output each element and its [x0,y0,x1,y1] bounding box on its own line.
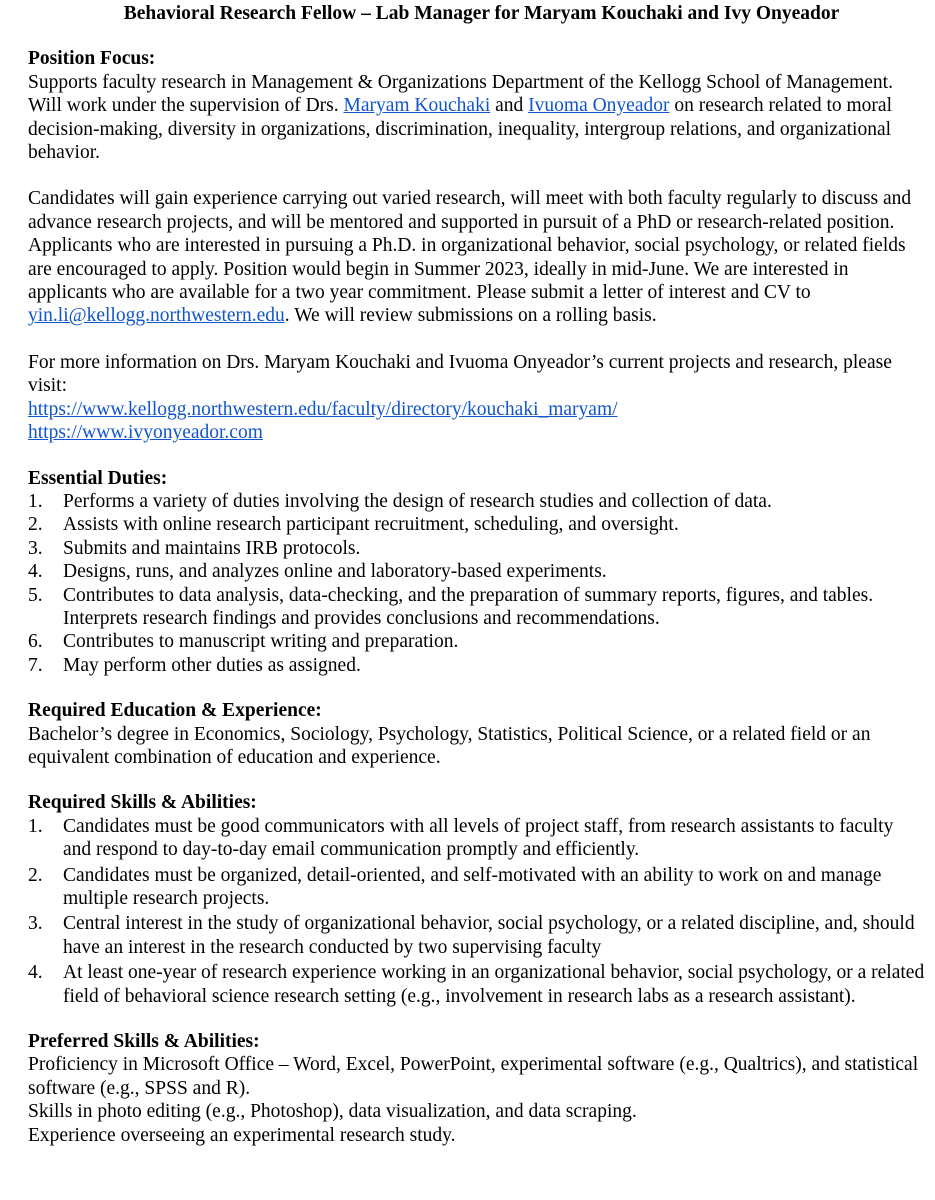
required-skills-heading: Required Skills & Abilities: [28,792,257,814]
list-item [28,815,925,862]
list-item-text: At least one-year of research experience working in an organizational behavior, social psychology, or a related field of behavioral science research setting (e.g., involvement in research labs as a research assistant). [63,962,925,1007]
ivy-onyeador-url-link[interactable]: https://www.ivyonyeador.com [28,422,263,444]
list-number: 4. [28,561,43,583]
list-item-text: Assists with online research participant recruitment, scheduling, and oversight. [63,514,679,536]
list-item [28,513,925,536]
required-skills-list [28,815,925,1008]
position-focus-section [28,47,925,444]
text-segment: Candidates will gain experience carrying out varied research, will meet with both faculty regularly to discuss and advance research projects, and will be mentored and supported in pursuit of a PhD or research-related position. Applicants who are interested in pursuing a Ph.D. in organizational behavior, social psychology, or related fields are encouraged to apply. Position would begin in Summer 2023, ideally in mid-June. We are interested in applicants who are available for a two year commitment. Please submit a letter of interest and CV to [28,188,912,304]
list-item-text: Submits and maintains IRB protocols. [63,537,361,559]
list-number: 2. [28,514,43,536]
preferred-skill-line: Skills in photo editing (e.g., Photoshop), data visualization, and data scraping. [28,1101,637,1123]
required-education-heading: Required Education & Experience: [28,700,322,722]
list-item-text: Designs, runs, and analyzes online and laboratory-based experiments. [63,561,607,583]
list-item [28,912,925,959]
list-number: 6. [28,631,43,653]
list-item [28,654,925,677]
text-segment: on research related to moral decision-making, diversity in organizations, discrimination, inequality, intergroup relations, and organizational behavior. [28,95,893,164]
list-number: 4. [28,962,43,984]
required-education-text: Bachelor’s degree in Economics, Sociology, Psychology, Statistics, Political Science, or a related field or an equivalent combination of education and experience. [28,723,871,768]
list-item-text: Contributes to manuscript writing and preparation. [63,631,459,653]
essential-duties-list [28,490,925,677]
required-skills-section [28,791,925,1008]
list-item-text: Central interest in the study of organizational behavior, social psychology, or a related discipline, and, should have an interest in the research conducted by two supervising faculty [63,913,915,958]
list-item-text: Candidates must be organized, detail-oriented, and self-motivated with an ability to work on and manage multiple research projects. [63,864,882,909]
more-info-text: For more information on Drs. Maryam Kouchaki and Ivuoma Onyeador’s current projects and research, please visit: [28,351,892,397]
document-title: Behavioral Research Fellow – Lab Manager for Maryam Kouchaki and Ivy Onyeador [123,3,840,24]
preferred-skill-line: Experience overseeing an experimental research study. [28,1124,456,1146]
list-item-text: May perform other duties as assigned. [63,654,361,676]
list-number: 3. [28,913,43,935]
list-item [28,584,925,631]
text-segment: . We will review submissions on a rolling basis. [284,305,657,327]
list-item [28,961,925,1008]
maryam-kouchaki-link[interactable]: Maryam Kouchaki [343,95,491,117]
list-item-text: Performs a variety of duties involving the design of research studies and collection of data. [63,490,772,512]
text-segment: Supports faculty research in Management & Organizations Department of the Kellogg School of Management. Will work under the supervision of Drs. [28,71,893,117]
list-item-text: Candidates must be good communicators with all levels of project staff, from research assistants to faculty and respond to day-to-day email communication promptly and efficiently. [63,815,894,861]
more-info-block [28,351,925,445]
required-education-section [28,699,925,769]
position-focus-heading: Position Focus: [28,48,156,70]
list-item [28,560,925,583]
ivuoma-onyeador-link[interactable]: Ivuoma Onyeador [528,95,670,117]
essential-duties-section [28,467,925,678]
list-item [28,490,925,513]
essential-duties-heading: Essential Duties: [28,467,168,489]
kellogg-faculty-url-link[interactable]: https://www.kellogg.northwestern.edu/faculty/directory/kouchaki_maryam/ [28,398,618,420]
list-number: 1. [28,815,43,837]
list-item [28,864,925,911]
text-segment: and [490,95,529,117]
position-focus-paragraph-1 [28,71,925,165]
list-number: 7. [28,654,43,676]
list-number: 3. [28,537,43,559]
list-number: 5. [28,584,43,606]
list-item-text: Contributes to data analysis, data-checking, and the preparation of summary reports, figures, and tables. Interprets research findings and provides conclusions and recommendations. [63,584,874,629]
position-focus-paragraph-2 [28,187,925,327]
preferred-skills-heading: Preferred Skills & Abilities: [28,1031,260,1053]
list-number: 2. [28,864,43,886]
list-item [28,630,925,653]
contact-email-link[interactable]: yin.li@kellogg.northwestern.edu [28,305,285,327]
preferred-skills-section [28,1030,925,1147]
preferred-skill-line: Proficiency in Microsoft Office – Word, Excel, PowerPoint, experimental software (e.g., Qualtrics), and statistical software (e.g., SPSS and R). [28,1054,919,1099]
list-number: 1. [28,490,43,512]
list-item [28,537,925,560]
